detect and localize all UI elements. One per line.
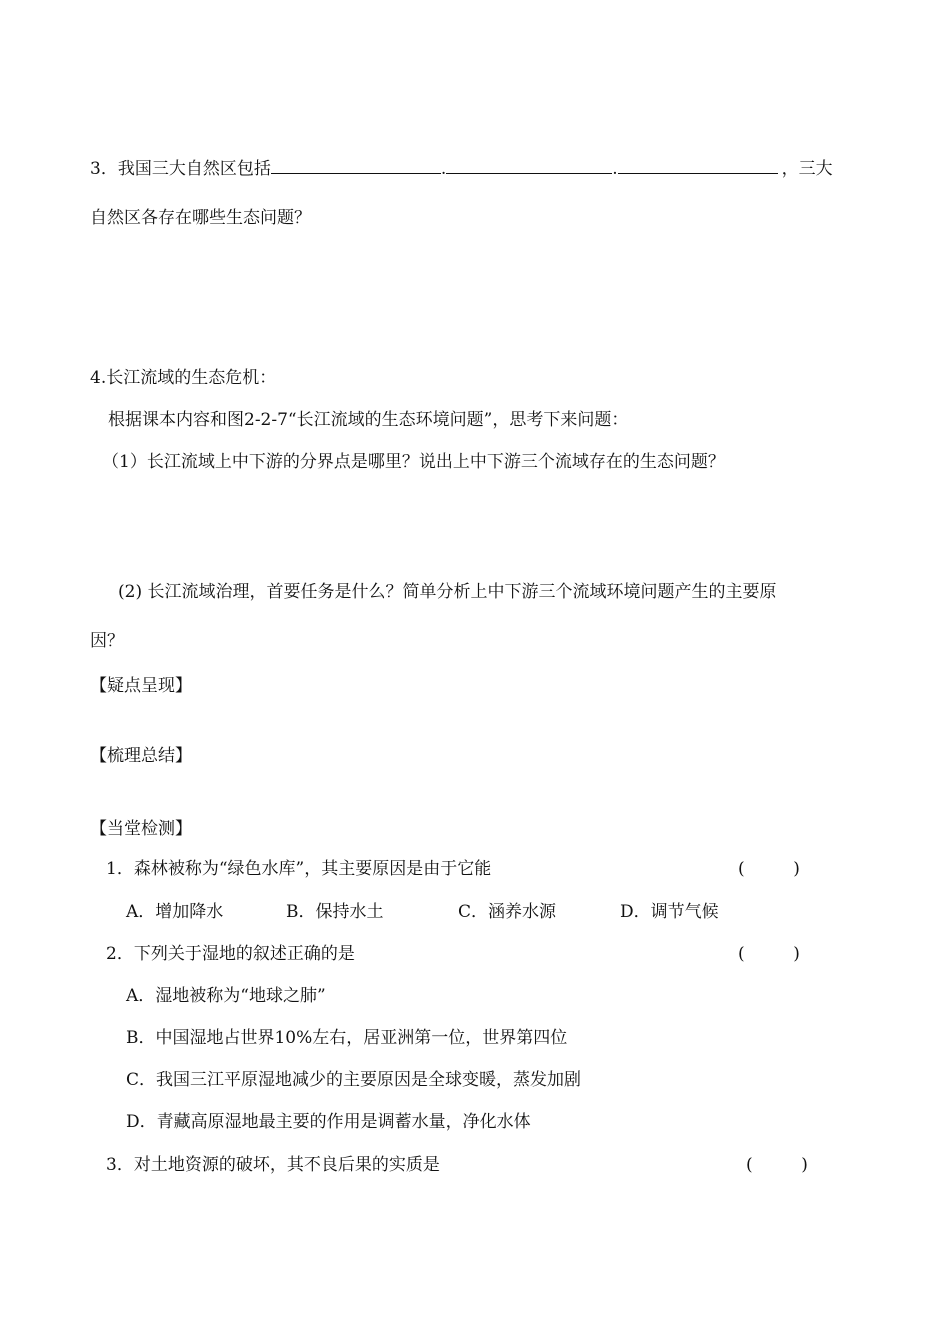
- option-c[interactable]: C．涵养水源: [458, 902, 557, 922]
- section-test-heading: 【当堂检测】: [90, 819, 192, 839]
- question-3-continuation: 自然区各存在哪些生态问题？: [90, 208, 311, 228]
- answer-parenthesis-1[interactable]: ( ): [738, 859, 800, 879]
- test-question-1-options: [126, 901, 719, 923]
- test-question-3-stem: 3．对土地资源的破坏，其不良后果的实质是: [106, 1155, 440, 1175]
- answer-blank-3[interactable]: [618, 157, 778, 174]
- section-summary-heading: 【梳理总结】: [90, 746, 192, 766]
- option-b[interactable]: B．保持水土: [286, 902, 384, 922]
- answer-blank-2[interactable]: [446, 157, 612, 174]
- section-doubts-heading: 【疑点呈现】: [90, 676, 192, 696]
- blank-separator: .: [440, 159, 447, 179]
- test-question-2-stem: 2．下列关于湿地的叙述正确的是: [106, 944, 355, 964]
- answer-parenthesis-3[interactable]: ( ): [746, 1155, 808, 1175]
- option-b[interactable]: B．中国湿地占世界10%左右，居亚洲第一位，世界第四位: [126, 1028, 568, 1048]
- option-d[interactable]: D．青藏高原湿地最主要的作用是调蓄水量，净化水体: [126, 1112, 531, 1132]
- option-d[interactable]: D．调节气候: [620, 902, 719, 922]
- option-a[interactable]: A．增加降水: [126, 902, 224, 922]
- blank-separator: .: [612, 159, 618, 179]
- question-3-line: [90, 157, 833, 180]
- question-4-sub-2: (2) 长江流域治理，首要任务是什么？简单分析上中下游三个流域环境问题产生的主要原: [118, 582, 777, 602]
- option-c[interactable]: C．我国三江平原湿地减少的主要原因是全球变暖，蒸发加剧: [126, 1070, 582, 1090]
- question-4-sub-2-continuation: 因？: [90, 631, 124, 651]
- test-question-1-stem: 1．森林被称为“绿色水库”，其主要原因是由于它能: [106, 859, 492, 879]
- question-4-title: 4.长江流域的生态危机：: [90, 368, 277, 388]
- question-4-intro: 根据课本内容和图2-2-7“长江流域的生态环境问题”，思考下来问题：: [108, 410, 629, 430]
- answer-parenthesis-2[interactable]: ( ): [738, 944, 800, 964]
- option-a[interactable]: A．湿地被称为“地球之肺”: [126, 986, 326, 1006]
- question-3-prefix: 3．我国三大自然区包括: [90, 159, 271, 179]
- question-3-suffix: ，三大: [781, 159, 833, 179]
- answer-blank-1[interactable]: [271, 157, 441, 174]
- question-4-sub-1: （1）长江流域上中下游的分界点是哪里？说出上中下游三个流域存在的生态问题？: [102, 452, 725, 472]
